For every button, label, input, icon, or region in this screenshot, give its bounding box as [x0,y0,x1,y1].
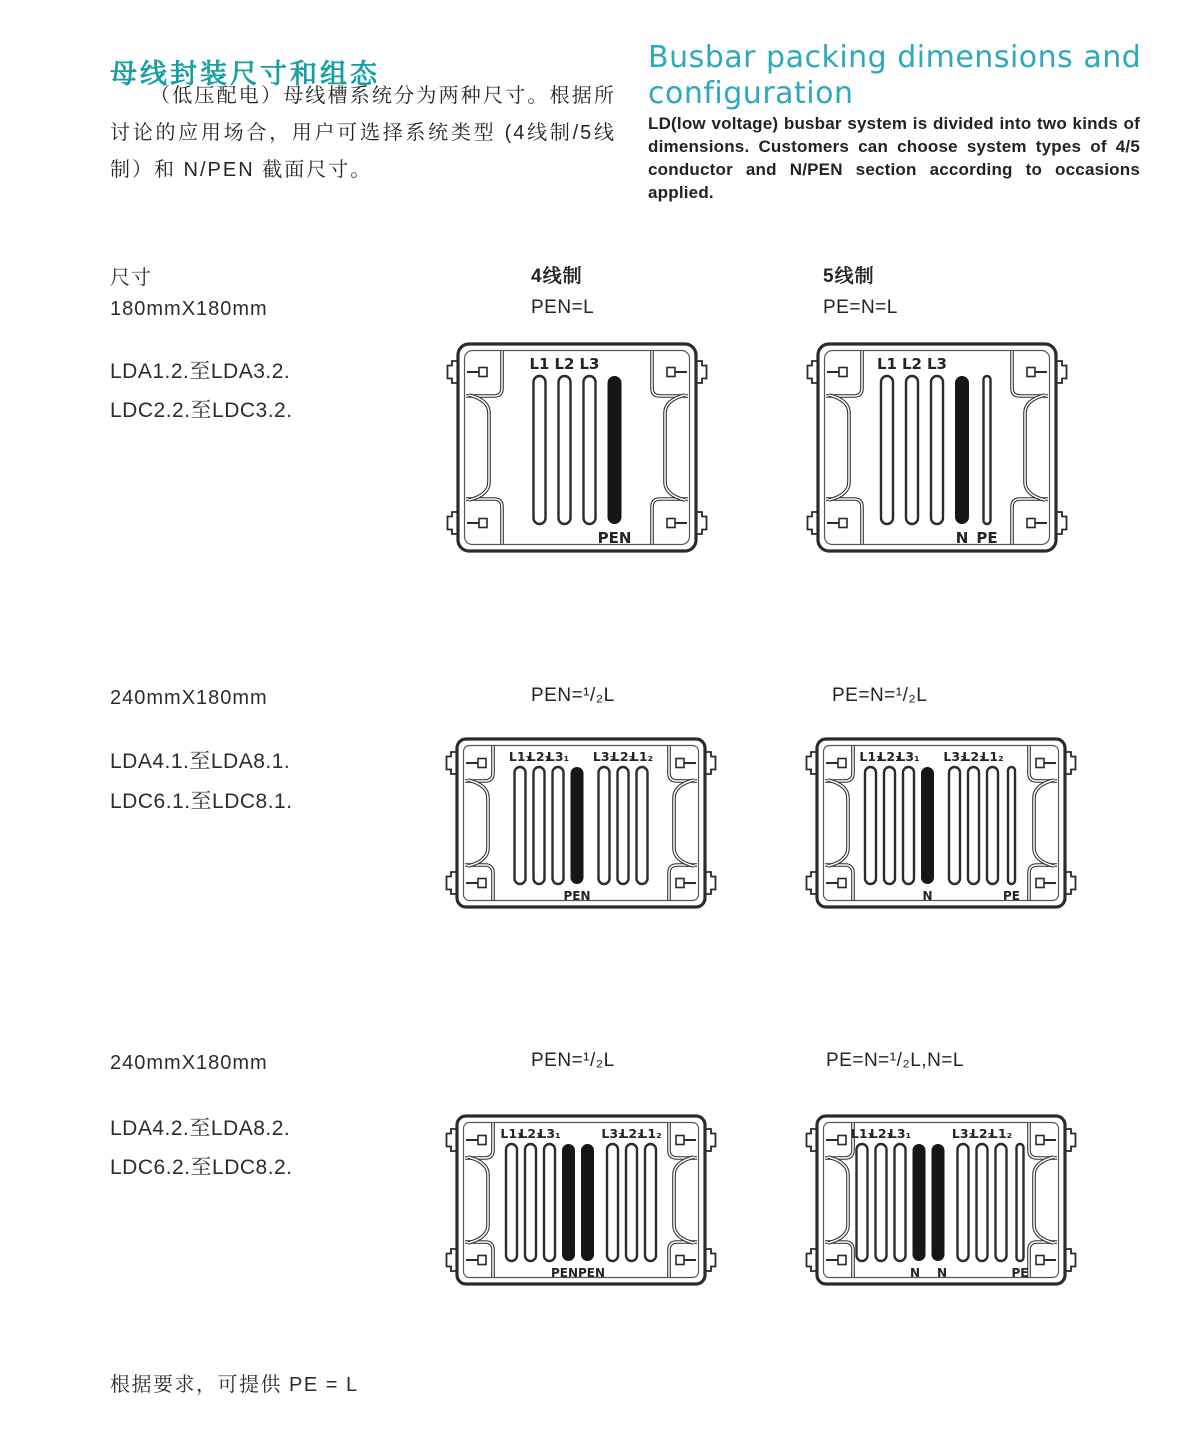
svg-text:PE: PE [1011,1266,1029,1280]
svg-text:L3₁: L3₁ [538,1126,561,1141]
busbar-diagram-240-5wire-double-n [815,1114,1067,1286]
page-title-en [648,40,1193,112]
svg-text:L2₁: L2₁ [519,1126,542,1141]
svg-text:L3₁: L3₁ [546,749,570,764]
svg-text:L1₁: L1₁ [859,749,882,764]
svg-text:L2₂: L2₂ [970,1126,994,1141]
row3-size-label: 240mmX180mm [110,1052,268,1074]
svg-text:L2₂: L2₂ [962,749,985,764]
svg-text:L1: L1 [877,355,897,373]
row2-size-label: 240mmX180mm [110,687,268,709]
busbar-diagram-240-5wire-half [815,737,1067,909]
svg-text:PEN: PEN [597,529,632,547]
svg-text:N: N [922,889,933,903]
svg-text:L3₂: L3₂ [951,1126,975,1141]
row1-formula-5wire: PE=N=L [823,297,898,318]
row2-model-range-ldc: LDC6.1.至LDC8.1. [110,790,293,813]
svg-text:L2₂: L2₂ [620,1126,643,1141]
size-column-header: 尺寸 [110,267,152,289]
svg-text:L3₂: L3₂ [601,1126,624,1141]
page-title-en-line1: Busbar packing dimensions and [648,40,1142,75]
svg-text:L1₂: L1₂ [981,749,1004,764]
svg-text:L2₂: L2₂ [611,749,635,764]
svg-text:L3: L3 [927,355,947,373]
row3-formula-4wire: PEN=¹/₂L [531,1050,615,1071]
row2-formula-4wire: PEN=¹/₂L [531,685,615,706]
busbar-diagram-240-4wire-double-pen [455,1114,707,1286]
svg-text:N: N [909,1266,921,1280]
busbar-diagram-240-4wire-half [455,737,707,909]
svg-text:L2₁: L2₁ [527,749,551,764]
svg-text:L3₁: L3₁ [888,1126,912,1141]
svg-text:N: N [936,1266,948,1280]
svg-text:L2: L2 [554,355,575,373]
svg-text:L3: L3 [579,355,600,373]
svg-text:L1₁: L1₁ [850,1126,874,1141]
page-title-en-line2: configuration [648,76,854,111]
row2-model-range-lda: LDA4.1.至LDA8.1. [110,750,291,773]
row1-model-range-ldc: LDC2.2.至LDC3.2. [110,399,293,422]
intro-paragraph-zh: （低压配电）母线槽系统分为两种尺寸。根据所讨论的应用场合，用户可选择系统类型 (4线制/5线制）和 N/PEN 截面尺寸。 [110,85,616,181]
row3-model-range-ldc: LDC6.2.至LDC8.2. [110,1156,293,1179]
column-header-4wire: 4线制 [531,266,583,287]
svg-text:N: N [955,529,969,547]
column-header-5wire: 5线制 [823,266,875,287]
svg-text:L3₂: L3₂ [592,749,616,764]
svg-text:L3₁: L3₁ [897,749,920,764]
svg-text:L2₁: L2₁ [869,1126,893,1141]
busbar-diagram-180-5wire [816,342,1058,553]
svg-text:PE: PE [976,529,998,547]
page-title-zh: 母线封装尺寸和组态 [110,59,380,90]
svg-text:L1₂: L1₂ [630,749,654,764]
svg-text:L2₁: L2₁ [878,749,901,764]
svg-text:L1₂: L1₂ [989,1126,1013,1141]
row3-model-range-lda: LDA4.2.至LDA8.2. [110,1117,291,1140]
row1-size-label: 180mmX180mm [110,298,268,320]
svg-text:PEN: PEN [563,889,591,903]
row1-model-range-lda: LDA1.2.至LDA3.2. [110,360,291,383]
svg-text:L1₁: L1₁ [500,1126,523,1141]
svg-text:PE: PE [1003,889,1020,903]
row3-formula-5wire: PE=N=¹/₂L,N=L [826,1050,964,1071]
row2-formula-5wire: PE=N=¹/₂L [832,685,928,706]
row1-formula-4wire: PEN=L [531,297,595,318]
svg-text:L1: L1 [529,355,550,373]
intro-paragraph-en: LD(low voltage) busbar system is divided into two kinds of dimensions. Customers can choose system types of 4/5 conductor and N/PEN section according to occasions applied. [648,114,1140,202]
busbar-diagram-180-4wire [456,342,698,553]
svg-text:L2: L2 [902,355,922,373]
svg-text:PEN: PEN [550,1266,579,1280]
footer-note: 根据要求，可提供 PE = L [110,1374,359,1396]
svg-text:L1₂: L1₂ [639,1126,662,1141]
svg-text:L3₂: L3₂ [943,749,966,764]
svg-text:L1₁: L1₁ [508,749,532,764]
svg-text:PEN: PEN [577,1266,606,1280]
